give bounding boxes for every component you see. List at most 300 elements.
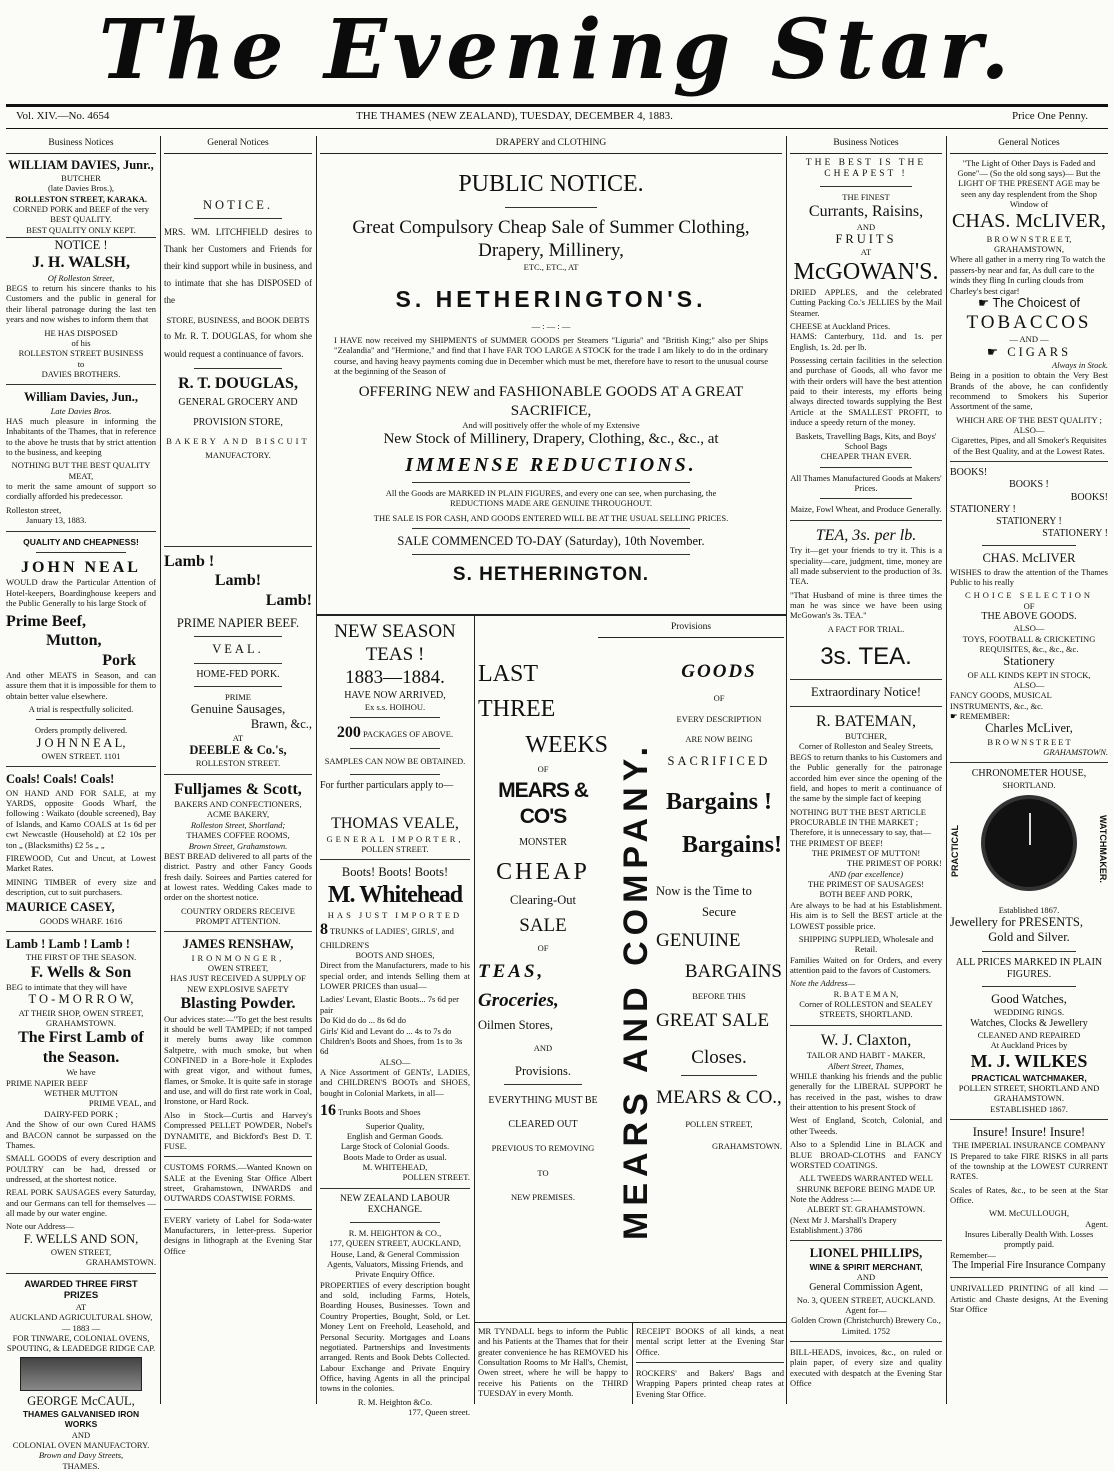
ad-text: Therefore, it is unnecessary to say, that— bbox=[790, 827, 932, 838]
ad-text: The Imperial Fire Insurance Company bbox=[952, 1260, 1106, 1272]
ad-heading: ☛ CIGARS bbox=[986, 344, 1072, 359]
ad-text: THE FINEST bbox=[842, 191, 890, 202]
signature: R. B A T E M A N, bbox=[833, 988, 899, 999]
advertiser-name: R. T. DOUGLAS, bbox=[178, 374, 298, 392]
ad-text: Orders promptly delivered. bbox=[34, 725, 128, 736]
ad-heading: TOBACCOS bbox=[966, 312, 1092, 334]
ad-text: OF bbox=[537, 763, 549, 774]
ad-text: of his bbox=[71, 337, 91, 348]
ad-text: Being in a position to obtain the Very Best Brands of the above, he can confidently recommend to Smokers his Superior Assortment of the same, bbox=[950, 370, 1108, 412]
ad-text: "That Husband of mine is three times the man he was since we have been using McGowan's 3s. TEA." bbox=[790, 589, 942, 621]
ad-text: PROPERTIES of every description bought and sold, including Farms, Hotels, Boarding Houses, Businesses. Town and Country Properties, Bought, Sold, or Let. Money Lent on Freehold, Leasehold, and Personal Security. Mortgages and Loans negotiated. Partnerships and Investments arranged. Rents and Book Debts Collected. Labour Exchange and Private Enquiry Office, having Agents in all the principal towns in the colonies. bbox=[320, 1279, 470, 1394]
ad-text: AND bbox=[71, 1429, 91, 1440]
address: OWEN STREET, bbox=[207, 963, 269, 973]
ad-heading: THE BEST IS THE CHEAPEST ! bbox=[805, 157, 927, 180]
ad-heading: WEEKS bbox=[525, 731, 608, 758]
ad-text: HOME-FED PORK. bbox=[196, 668, 280, 680]
ad-text: TAILOR AND HABIT - MAKER, bbox=[806, 1050, 926, 1061]
column-header: Business Notices bbox=[790, 136, 942, 154]
ad-text: WETHER MUTTON bbox=[44, 1088, 118, 1099]
ad-text: Are always to be had at his Establishment. His aim is to Sell the BEST article at the LOWEST possible price. bbox=[790, 899, 942, 931]
signature: F. WELLS AND SON, bbox=[23, 1231, 139, 1246]
column-header: Provisions bbox=[598, 620, 784, 638]
ad-heading: SALE bbox=[519, 915, 567, 937]
ad-text: Maize, Fowl Wheat, and Produce Generally. bbox=[790, 504, 942, 515]
ad-text: THE SALE IS FOR CASH, AND GOODS ENTERED WILL BE AT THE USUAL SELLING PRICES. bbox=[373, 512, 729, 523]
ad-text: CLEARED OUT bbox=[508, 1119, 578, 1130]
advertiser-name: J. H. WALSH, bbox=[32, 254, 130, 272]
ad-heading: Blasting Powder. bbox=[180, 995, 296, 1013]
ad-text: AT bbox=[860, 247, 872, 258]
address: ROLLESTON STREET. bbox=[195, 758, 281, 769]
ad-text: BOOTS AND SHOES, bbox=[355, 950, 435, 961]
ad-text: (Next Mr J. Marshall's Drapery Establishment.) 3786 bbox=[790, 1214, 897, 1236]
ad-text: The First Lamb of the Season. bbox=[18, 1029, 144, 1066]
ad-text: Now is the Time to bbox=[656, 884, 752, 899]
address: POLLEN STREET. bbox=[402, 1172, 470, 1183]
ad-text: CHOICE SELECTION bbox=[964, 590, 1094, 601]
ad-text: MRS. WM. LITCHFIELD desires to Thank her Customers and Friends for their kind support while in business, and to intimate that she has DISPOSED of the bbox=[164, 226, 312, 306]
ad-text: Prime Beef, bbox=[6, 612, 86, 630]
ad-heading: FRUITS bbox=[835, 231, 897, 246]
ad-text: GENERAL GROCERY AND bbox=[178, 397, 298, 409]
advertiser-name: JOHN NEAL bbox=[21, 558, 141, 576]
ad-text: Note our Address— bbox=[6, 1221, 74, 1232]
newspaper-title: The Evening Star. bbox=[98, 2, 1016, 98]
masthead bbox=[0, 0, 1114, 104]
address: Albert Street, Thames, bbox=[828, 1060, 904, 1071]
ad-text: FANCY GOODS, MUSICAL INSTRUMENTS, &c., &c. bbox=[950, 690, 1052, 711]
ad-text: ROCKERS' and Bakers' Bags and Wrapping Papers printed cheap rates at Evening Star Office. bbox=[636, 1368, 784, 1399]
ad-text: Established 1867. bbox=[998, 904, 1060, 915]
ad-text: THE FIRST OF THE SEASON. bbox=[25, 952, 137, 963]
hand-icon: ☛ bbox=[950, 710, 960, 721]
advertiser-name: M. Whitehead bbox=[327, 881, 463, 908]
address: Brown and Davy Streets, bbox=[38, 1450, 124, 1461]
ad-heading: PUBLIC NOTICE. bbox=[458, 170, 644, 197]
ad-text: AND bbox=[533, 1043, 553, 1054]
mears-left bbox=[478, 660, 608, 1202]
ad-text: Ex s.s. HOIHOU. bbox=[364, 701, 426, 712]
ad-text: Always in Stock. bbox=[1052, 359, 1108, 370]
column-general-notices bbox=[164, 136, 312, 1404]
ad-text: New Stock of Millinery, Drapery, Clothing, &c., &c., at bbox=[383, 431, 719, 448]
ad-text: ALSO— bbox=[1013, 679, 1045, 690]
ad-text: Insures Liberally Dealth With. Losses promptly paid. bbox=[964, 1229, 1094, 1250]
ad-text: T O - M O R R O W, bbox=[28, 992, 134, 1007]
ad-text: THE PRIMEST OF PORK! bbox=[846, 858, 942, 869]
ad-text: Agent. bbox=[1085, 1218, 1108, 1229]
pipe-icon: ☛ bbox=[978, 295, 993, 310]
ad-text: MONSTER bbox=[519, 837, 567, 849]
ad-text: All Thames Manufactured Goods at Makers' Prices. bbox=[790, 472, 942, 493]
address: Corner of ROLLESTON and SEALEY STREETS, SHORTLAND. bbox=[799, 999, 933, 1020]
column-rule bbox=[786, 136, 787, 1404]
advertiser-name: LIONEL PHILLIPS, bbox=[809, 1246, 923, 1261]
ad-heading: STATIONERY ! bbox=[996, 515, 1062, 527]
ad-text: EVERY DESCRIPTION bbox=[676, 713, 762, 724]
ad-text: Also to a Splendid Line in BLACK and BLUE BROAD-CLOTHS and FANCY WORSTED COATINGS. bbox=[790, 1139, 942, 1170]
advertiser-name: W. J. Claxton, bbox=[820, 1031, 912, 1049]
section-rule bbox=[316, 614, 786, 616]
ad-heading: ☛ The Choicest of bbox=[978, 295, 1080, 310]
column-rule bbox=[632, 1322, 633, 1404]
ad-text: BAKERY AND BISCUIT bbox=[166, 436, 310, 447]
ad-heading: GENUINE bbox=[656, 929, 741, 951]
address: ALBERT ST. GRAHAMSTOWN. bbox=[806, 1204, 926, 1215]
ad-text: General Commission Agent, bbox=[809, 1282, 923, 1294]
signature: S. HETHERINGTON. bbox=[452, 564, 650, 586]
ad-text: SHIPPING SUPPLIED, Wholesale and Retail. bbox=[798, 933, 934, 955]
ad-heading: Currants, Raisins, bbox=[808, 203, 924, 221]
ad-text: RECEIPT BOOKS of all kinds, a neat mental script letter at the Evening Star Office. bbox=[636, 1326, 784, 1357]
ad-text: VEAL. bbox=[212, 642, 264, 657]
ad-heading: 3s. TEA. bbox=[820, 643, 912, 671]
ad-text: ALL PRICES MARKED IN PLAIN FIGURES. bbox=[955, 956, 1103, 980]
vertical-company-name: MEARS AND COMPANY. bbox=[617, 740, 655, 1240]
advertiser-name: F. Wells & Son bbox=[30, 963, 132, 981]
ad-text: BOTH BEEF AND PORK, bbox=[819, 889, 913, 900]
ad-text: PRIME NAPIER BEEF. bbox=[176, 616, 300, 631]
ad-heading: BARGAINS bbox=[684, 960, 782, 982]
ad-text: Families Waited on for Orders, and every attention paid to the favors of Customers. bbox=[790, 954, 942, 975]
advertiser-name: M. J. WILKES bbox=[970, 1050, 1088, 1071]
ad-text: ACME BAKERY, bbox=[206, 809, 270, 820]
ad-text: PRIME VEAL, and bbox=[88, 1098, 156, 1109]
masthead-rule bbox=[6, 104, 1108, 107]
ad-heading: Extraordinary Notice! bbox=[810, 685, 922, 700]
ad-text: WATCHMAKER. bbox=[1098, 814, 1108, 883]
column-header: DRAPERY and CLOTHING bbox=[320, 136, 782, 154]
advertiser-name: R. M. HEIGHTON & CO., bbox=[348, 1227, 442, 1238]
ad-heading: CHRONOMETER HOUSE, bbox=[971, 768, 1087, 780]
ad-text: WEDDING RINGS. bbox=[993, 1007, 1065, 1018]
address: Brown Street, Grahamstown. bbox=[188, 840, 288, 851]
ad-text: PRIME bbox=[225, 691, 251, 702]
ad-text: GENERAL IMPORTER, bbox=[326, 833, 464, 844]
price-line: Ladies' Levant, Elastic Boots... 7s 6d per pair bbox=[320, 994, 459, 1015]
ad-text: ALSO— bbox=[1013, 425, 1045, 436]
advertiser-name: S. HETHERINGTON'S. bbox=[395, 285, 707, 312]
ad-heading: BOOKS! bbox=[950, 467, 988, 479]
place-date: THE THAMES (NEW ZEALAND), TUESDAY, DECEMBER 4, 1883. bbox=[356, 110, 673, 122]
price: Price One Penny. bbox=[1012, 110, 1088, 122]
ad-text: BILL-HEADS, invoices, &c., on ruled or plain paper, of every size and quality executed with despatch at the Evening Star Office bbox=[790, 1347, 942, 1389]
ad-text: SACRIFICED bbox=[667, 754, 771, 769]
ad-text: ☛ REMEMBER: bbox=[950, 710, 1010, 721]
ad-heading: LAST bbox=[478, 661, 538, 687]
ad-heading: Bargains ! bbox=[665, 788, 772, 815]
advertiser-name: DEEBLE & Co.'s, bbox=[189, 742, 287, 757]
ad-text: OFFERING NEW and FASHIONABLE GOODS AT A GREAT SACRIFICE, bbox=[358, 384, 744, 419]
ad-text: ESTABLISHED 1867. bbox=[990, 1103, 1068, 1114]
ad-text: ALSO— bbox=[1013, 623, 1045, 634]
ad-text: 1883—1884. bbox=[345, 667, 445, 689]
ad-text: CUSTOMS FORMS.—Wanted Known on SALE at the Evening Star Office Albert street, Grahamstown, INWARDS and OUTWARDS COASTWISE FORMS. bbox=[164, 1162, 312, 1204]
ad-text: STORE, BUSINESS, and BOOK DEBTS bbox=[166, 315, 310, 326]
ad-text: PRACTICAL bbox=[950, 824, 960, 877]
column-rule bbox=[316, 136, 317, 1404]
column-header: General Notices bbox=[164, 136, 312, 154]
ad-text: — AND — bbox=[1009, 334, 1049, 345]
ad-text: THE IMPERIAL INSURANCE COMPANY bbox=[952, 1140, 1106, 1151]
ad-text: HAS much pleasure in informing the Inhabitants of the Thames, that in reference to the above he trusts that by strict attention to the business, and keeping bbox=[6, 415, 156, 458]
ad-text: DAIRY-FED PORK ; bbox=[44, 1108, 118, 1119]
ad-heading: Stationery bbox=[1003, 654, 1055, 669]
ad-text: All the Goods are MARKED IN PLAIN FIGURES, and every one can see, when purchasing, the REDUCTIONS MADE ARE GENUINE THROUGHOUT. bbox=[385, 488, 717, 509]
ad-text: BEST QUALITY ONLY KEPT. bbox=[6, 225, 156, 238]
ad-text: SMALL GOODS of every description and POULTRY can be had, dressed or undressed, at the shortest notice. bbox=[6, 1153, 156, 1184]
ad-heading: QUALITY AND CHEAPNESS! bbox=[23, 536, 139, 547]
advertiser-name: CHAS. McLIVER, bbox=[952, 210, 1106, 233]
ad-text: Baskets, Travelling Bags, Kits, and Boys' School Bags bbox=[795, 430, 937, 451]
ad-text: Remember— bbox=[950, 1249, 996, 1260]
ad-text: WHILE thanking his friends and the public generally for the LIBERAL SUPPORT he has received in the past, wishes to draw their attention to his present Stock of bbox=[790, 1071, 942, 1113]
ad-text: Clearing-Out bbox=[510, 892, 576, 907]
ad-heading: THREE bbox=[478, 696, 556, 723]
ad-text: NEW EXPLOSIVE SAFETY bbox=[187, 983, 289, 994]
column-business-notices bbox=[6, 136, 156, 1471]
address: THAMES. bbox=[62, 1460, 100, 1471]
ad-text: WOULD draw the Particular Attention of Hotel-keepers, Boardinghouse keepers and the Public Generally to his large Stock of bbox=[6, 577, 156, 609]
ad-text: For further particulars apply to— bbox=[320, 779, 454, 791]
ad-text: CHEAPER THAN EVER. bbox=[820, 451, 912, 462]
ad-heading: GOODS bbox=[681, 661, 757, 682]
ad-text: WINE & SPIRIT MERCHANT, bbox=[809, 1261, 923, 1272]
ad-text: AND bbox=[856, 221, 876, 232]
address: Rolleston street, bbox=[6, 504, 62, 515]
ad-heading: NEW SEASON bbox=[334, 621, 456, 642]
signature: M. WHITEHEAD, bbox=[362, 1162, 428, 1173]
ad-heading: Coals! Coals! Coals! bbox=[6, 772, 115, 787]
ad-text: AT bbox=[75, 1301, 87, 1312]
notice-heading: NOTICE. bbox=[203, 197, 273, 212]
ad-heading: Lamb ! Lamb ! Lamb ! bbox=[6, 936, 130, 951]
column-rule bbox=[160, 136, 161, 1404]
ad-text: EVERYTHING MUST BE bbox=[488, 1094, 598, 1106]
ad-text: BEGS to return thanks to his Customers and the Public generally for the patronage accorded him ever since the opening of the field, and hopes to merit a continuance of the same by the simple fact of keeping bbox=[790, 751, 942, 804]
ad-heading: STATIONERY ! bbox=[950, 503, 1016, 515]
column-header: Business Notices bbox=[6, 136, 156, 154]
ad-text: PRIME NAPIER BEEF bbox=[6, 1077, 88, 1088]
address: OWEN STREET, bbox=[50, 1247, 112, 1258]
ad-text: BEG to intimate that they will have bbox=[6, 982, 127, 993]
ad-text: THE PRIMEST OF SAUSAGES! bbox=[807, 879, 925, 890]
ad-heading: Bargains! bbox=[681, 831, 782, 858]
ad-text: THAMES COFFEE ROOMS, bbox=[186, 830, 290, 841]
ad-heading: TEAS, bbox=[478, 960, 546, 982]
ad-text: TO bbox=[537, 1167, 549, 1178]
ad-text: Large Stock of Colonial Goods. bbox=[340, 1141, 450, 1152]
ad-heading: Good Watches, bbox=[991, 992, 1067, 1007]
dateline bbox=[6, 110, 1108, 126]
address: OWEN STREET. 1101 bbox=[41, 751, 121, 762]
ad-text: THE PRIMEST OF MUTTON! bbox=[811, 848, 921, 859]
address: Of Rolleston Street, bbox=[47, 272, 115, 283]
ad-heading: STATIONERY ! bbox=[1042, 528, 1108, 540]
ad-text: NOTHING BUT THE BEST ARTICLE PROCURABLE IN THE MARKET ; bbox=[790, 806, 926, 827]
address: GRAHAMSTOWN. bbox=[1043, 746, 1108, 757]
price-line: Girls' Kid and Levant do ... 4s to 7s do bbox=[320, 1025, 452, 1036]
ad-text: BUTCHER, bbox=[845, 731, 887, 742]
ad-text: EVERY variety of Label for Soda-water Manufacturers, in letter-press. Superior designs in lithograph at the Evening Star Office bbox=[164, 1214, 312, 1256]
ad-text: AT bbox=[232, 732, 244, 743]
ad-text: PREVIOUS TO REMOVING bbox=[491, 1143, 595, 1154]
address: POLLEN STREET, bbox=[685, 1118, 753, 1129]
ad-text: PROVISION STORE, bbox=[193, 417, 283, 429]
address: Corner of Rolleston and Sealey Streets, bbox=[798, 741, 934, 752]
address: POLLEN STREET. bbox=[361, 843, 429, 854]
ad-text: CORNED PORK and BEEF of the very BEST QUALITY. bbox=[13, 203, 149, 225]
signature: MEARS & CO., bbox=[656, 1086, 782, 1108]
address: POLLEN STREET, SHORTLAND AND GRAHAMSTOWN. bbox=[958, 1082, 1100, 1104]
ad-text: A trial is respectfully solicited. bbox=[28, 704, 134, 715]
receipt-notice bbox=[636, 1326, 784, 1404]
ad-text: Note the Address— bbox=[790, 978, 856, 989]
ad-text: And will positively offer the whole of my Extensive bbox=[462, 419, 640, 430]
ad-text: Genuine Sausages, bbox=[190, 702, 286, 717]
ad-text: Mutton, bbox=[46, 632, 102, 650]
ad-heading: BOOKS! bbox=[1070, 491, 1108, 503]
section-rule bbox=[474, 1322, 786, 1323]
ad-text: BEST BREAD delivered to all parts of the district. Pastry and other Fancy Goods fresh daily. Soirees and Parties catered for at lowest rates. Wedding Cakes made to order on the shortest notice. bbox=[164, 850, 312, 903]
tyndall-notice bbox=[478, 1326, 628, 1404]
ad-text: BEFORE THIS bbox=[692, 990, 746, 1001]
ad-text: AND (par excellence) bbox=[828, 868, 904, 879]
ad-text: WHICH ARE OF THE BEST QUALITY ; bbox=[956, 414, 1102, 425]
ad-text: to merit the same amount of support so cordially afforded his predecessor. bbox=[6, 481, 156, 502]
ad-text: REAL PORK SAUSAGES every Saturday, and our Germans can tell for themselves —all made by our water engine. bbox=[6, 1187, 156, 1219]
ad-text: BAKERS AND CONFECTIONERS, bbox=[174, 799, 302, 810]
column-rule bbox=[946, 136, 947, 1404]
date: January 13, 1883. bbox=[26, 515, 87, 526]
ad-text: ON HAND AND FOR SALE, at my YARDS, opposite Goods Wharf, the following : Waikato (double screened), Bay of Islands, and Kamo COALS at 1s 6d per cwt Newcastle (Household) at £2 10s per ton „ (Blacksmiths) £2 5s „ „ bbox=[6, 787, 156, 850]
advertiser-name: William Davies, Jun., bbox=[23, 390, 139, 405]
drapery-advertisement: DRAPERY and CLOTHING PUBLIC NOTICE. Great Compulsory Cheap Sale of Summer Clothing, Drapery, Millinery, ETC., ETC., AT S. HETHERINGTON'S. — : — : — I HAVE now received my SHIPMENTS of SUMMER GOODS per Steamers "Liguria" and "British King;" also per Ships "Zealandia" and "Hermione," and find that I have FAR TOO LARGE A STOCK for the trade I am likely to do in the ordinary course, and having heavy payments coming due in December which must be met, therefore have to resort to the unusual course at the beginning of the Season of OFFERING NEW and FASHIONABLE GOODS AT A GREAT SACRIFICE, And will positively offer the whole of my Extensive New Stock of Millinery, Drapery, Clothing, &c., &c., at IMMENSE REDUCTIONS. All the Goods are MARKED IN PLAIN FIGURES, and every one can see, when purchasing, the REDUCTIONS MADE ARE GENUINE THROUGHOUT. THE SALE IS FOR CASH, AND GOODS ENTERED WILL BE AT THE USUAL SELLING PRICES. SALE COMMENCED TO-DAY (Saturday), 10th November. S. HETHERINGTON. bbox=[320, 136, 782, 612]
ad-text: HE HAS DISPOSED bbox=[44, 327, 118, 338]
ad-text: Golden Crown (Christchurch) Brewery Co., Limited. 1752 bbox=[791, 1315, 941, 1336]
ad-text: Oilmen Stores, bbox=[478, 1017, 553, 1032]
address: Rolleston Street, Shortland; bbox=[190, 819, 286, 830]
clock-block bbox=[950, 795, 1108, 905]
address: GRAHAMSTOWN, bbox=[994, 244, 1064, 255]
ad-text: HAS JUST IMPORTED bbox=[327, 909, 463, 920]
ad-text: SAMPLES CAN NOW BE OBTAINED. bbox=[324, 755, 466, 766]
ad-text: CLEANED AND REPAIRED bbox=[977, 1029, 1081, 1040]
ad-text: THAMES GALVANISED IRON WORKS bbox=[22, 1408, 140, 1430]
ad-text: Scales of Rates, &c., to be seen at the Star Office. bbox=[950, 1184, 1108, 1206]
trade: BUTCHER bbox=[61, 172, 101, 183]
ad-heading: Closes. bbox=[691, 1047, 747, 1069]
ad-text: to bbox=[77, 358, 85, 369]
signature: J O H N N E A L, bbox=[36, 735, 126, 750]
ad-text: IRONMONGER, bbox=[191, 952, 285, 963]
ad-text: OF bbox=[713, 693, 725, 704]
ad-text: IS Prepared to take FIRE RISKS in all parts of the township at the LOWEST CURRENT RATES. bbox=[950, 1150, 1108, 1182]
ad-text: FIREWOOD, Cut and Uncut, at Lowest Market Rates. bbox=[6, 852, 156, 874]
mears-advertisement bbox=[478, 620, 784, 1320]
ad-text: to Mr. R. T. DOUGLAS, for whom she would request a continuance of favors. bbox=[164, 331, 312, 359]
ad-text: And the Show of our own Cured HAMS and BACON cannot be surpassed on the Thames. bbox=[6, 1119, 156, 1150]
ad-text: ALL TWEEDS WARRANTED WELL SHRUNK BEFORE BEING MADE UP. bbox=[796, 1173, 936, 1194]
ad-text: Secure bbox=[701, 905, 736, 920]
ad-text: A Nice Assortment of GENTs', LADIES, and CHILDREN'S BOOTs and SHOES, bought in Colonial Markets, in all— bbox=[320, 1067, 470, 1098]
ad-text: BEGS to return his sincere thanks to his Customers and the public in general for their liberal patronage during the last ten years and now wishes to inform them that bbox=[6, 283, 156, 325]
ad-text: NOTHING BUT THE BEST QUALITY MEAT, bbox=[11, 460, 151, 481]
signature: R. M. Heighton &Co. bbox=[357, 1396, 433, 1407]
ad-text: Drapery, Millinery, bbox=[478, 240, 624, 262]
ad-text: SALE COMMENCED TO-DAY (Saturday), 10th November. bbox=[397, 534, 705, 549]
ad-text: At Auckland Prices by bbox=[990, 1040, 1068, 1051]
advertiser-name: Charles McLiver, bbox=[985, 721, 1073, 736]
ad-text: Direct from the Manufacturers, made to his special order, and intends Selling them at LOWER PRICES than usual— bbox=[320, 960, 470, 992]
advertiser-name: Fulljames & Scott, bbox=[174, 780, 302, 798]
ad-text: FOR TINWARE, COLONIAL OVENS, SPOUTING, & LEADEDGE RIDGE CAP. bbox=[6, 1332, 156, 1354]
ad-text: "The Light of Other Days is Faded and Gone"— (So the old song says)— But the LIGHT OF THE PRESENT AGE may be seen any day resplendent from the Shop Window of bbox=[957, 157, 1101, 210]
ad-text: DRIED APPLES, and the celebrated Cutting Packing Co.'s JELLIES by the Mail Steamer. bbox=[790, 286, 942, 318]
ad-heading: GREAT SALE bbox=[656, 1010, 770, 1032]
ad-heading: NEW ZEALAND LABOUR EXCHANGE. bbox=[339, 1193, 451, 1216]
ad-text: ROLLESTON STREET BUSINESS bbox=[18, 348, 144, 359]
address: GOODS WHARF. 1616 bbox=[39, 915, 123, 926]
ad-heading: TEAS ! bbox=[365, 644, 425, 666]
ad-text: A FACT FOR TRIAL. bbox=[827, 623, 905, 634]
ad-text: ARE NOW BEING bbox=[685, 733, 753, 744]
address: GRAHAMSTOWN. bbox=[712, 1141, 782, 1152]
advertiser-name: R. BATEMAN, bbox=[815, 712, 916, 730]
ad-text: Try it—get your friends to try it. This is a speciality—care, judgment, time, money are all made subservient to the production of 3s. TEA. bbox=[790, 545, 942, 587]
ad-heading: Jewellery for PRESENTS, bbox=[950, 915, 1083, 930]
ad-text: ETC., ETC., AT bbox=[523, 262, 579, 273]
ad-heading: Gold and Silver. bbox=[988, 930, 1070, 945]
advertiser-name: GEORGE McCAUL, bbox=[27, 1393, 135, 1408]
advertiser-name: THOMAS VEALE, bbox=[331, 815, 459, 833]
ad-heading: IMMENSE REDUCTIONS. bbox=[405, 453, 697, 476]
signature: WM. McCULLOUGH, bbox=[988, 1208, 1070, 1219]
ad-text: Great Compulsory Cheap Sale of Summer Clothing, bbox=[352, 216, 750, 238]
ad-text: Cigarettes, Pipes, and all Smoker's Requisites of the Best Quality, and at the Lowest Rates. bbox=[951, 435, 1107, 456]
address: GRAHAMSTOWN. bbox=[86, 1257, 156, 1268]
ad-text: UNRIVALLED PRINTING of all kind —Artistic and Chaste designs, At the Evening Star Office bbox=[950, 1283, 1108, 1315]
ad-text: CHEESE at Auckland Prices. bbox=[790, 320, 891, 331]
address: 177, Queen street. bbox=[408, 1407, 470, 1418]
ad-text: ALSO— bbox=[379, 1056, 411, 1067]
ad-text: MR TYNDALL begs to inform the Public and his Patients at the Thames that for their greater convenience he has REMOVED his Consultation Rooms to Mr Hall's, Chemist, Owen street, where he will be happy to receive his Patients on the THIRD TUESDAY in every Month. bbox=[478, 1326, 628, 1399]
ad-text: AND bbox=[856, 1272, 876, 1283]
ad-text: OF bbox=[1023, 600, 1035, 611]
ad-text: Where all gather in a merry ring To watch the passers-by near and far, As dull care to the winds they fling In curling clouds from Charley's best cigar! bbox=[950, 254, 1106, 296]
address: No. 3, QUEEN STREET, AUCKLAND. bbox=[796, 1294, 936, 1305]
address: 177, QUEEN STREET, AUCKLAND, bbox=[328, 1238, 462, 1249]
ad-text: Our advices state:—"To get the best results it should be well TAMPED; if not tamped it merely burns away like common Saltpetre, with much smoke, but when CONFINED in a Bore-hole it Explodes with great vigor, and without fumes, flames, or Smoke. It is quite safe in storage and use, and will do first rate work in Coal, Ironstone, or Hard Rock. bbox=[164, 1013, 312, 1107]
ad-text: HAMS: Canterbury, 11d. and 1s. per English, 1s. 2d. per lb. bbox=[790, 331, 942, 352]
ad-text: MANUFACTORY. bbox=[205, 450, 271, 461]
hand-icon: ☛ bbox=[986, 344, 1008, 359]
ad-text: DAVIES BROTHERS. bbox=[41, 368, 121, 379]
column-header: General Notices bbox=[950, 136, 1108, 154]
oven-illustration bbox=[20, 1357, 142, 1391]
price-line: Children's Boots and Shoes, from 1s to 3s 6d bbox=[320, 1035, 463, 1057]
ad-text: OF ALL KINDS KEPT IN STOCK, bbox=[967, 669, 1091, 680]
ad-heading: Boots! Boots! Boots! bbox=[341, 865, 449, 880]
ad-text: 8 TRUNKS of LADIES', GIRLS', and CHILDREN'S bbox=[320, 921, 454, 950]
column-teas-boots bbox=[320, 620, 470, 1418]
ad-text: AT THEIR SHOP, OWEN STREET, GRAHAMSTOWN. bbox=[18, 1007, 144, 1028]
ad-heading: TEA, 3s. per lb. bbox=[815, 526, 917, 544]
ad-text: AUCKLAND AGRICULTURAL SHOW, — 1883 — bbox=[9, 1312, 153, 1333]
notice-heading: NOTICE ! bbox=[54, 237, 108, 252]
address: B R O W N S T R E E T, bbox=[986, 233, 1072, 244]
